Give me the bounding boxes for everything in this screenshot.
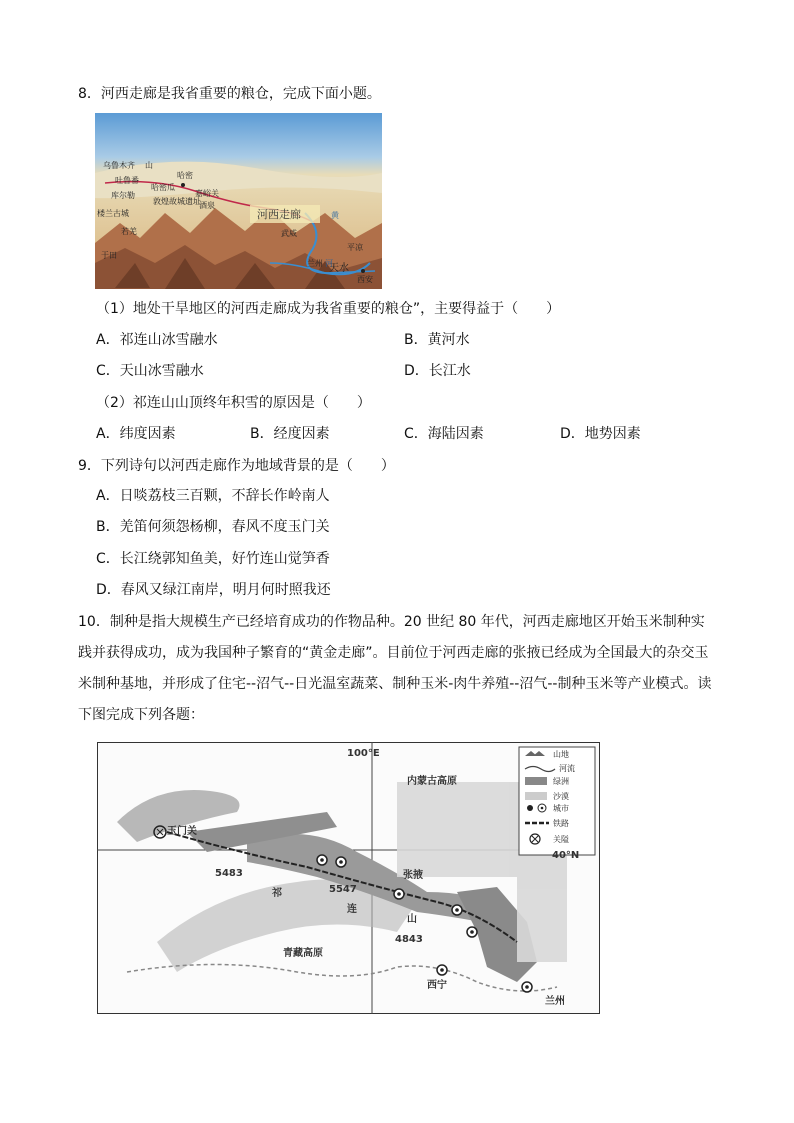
map-label: 河西走廊: [257, 208, 301, 221]
option-d[interactable]: D．长江水: [404, 363, 471, 379]
map-label: 若羌: [121, 227, 137, 236]
map-label: 哈密瓜: [151, 183, 175, 192]
legend-pass: 关隘: [553, 835, 569, 844]
option-b[interactable]: B．黄河水: [404, 332, 470, 348]
latitude-label: 40°N: [552, 850, 580, 861]
option-a[interactable]: A．纬度因素: [96, 426, 176, 442]
place-label: 兰州: [545, 996, 565, 1007]
elevation-label: 4843: [395, 934, 423, 945]
map-label: 山: [145, 161, 153, 170]
map-label: 库尔勒: [111, 191, 135, 200]
map-label: 敦煌故城遗址: [153, 197, 201, 206]
question-9-stem: 9．下列诗句以河西走廊作为地域背景的是（ ）: [78, 458, 395, 474]
legend-desert: 沙漠: [553, 792, 569, 801]
map-label: 乌鲁木齐: [103, 161, 135, 170]
map-label: 嘉峪关: [195, 189, 219, 198]
map-label: 吐鲁番: [115, 176, 139, 185]
place-label: 张掖: [403, 870, 423, 881]
hexi-map-labels: [95, 113, 382, 289]
place-label: 玉门关: [167, 826, 197, 837]
longitude-label: 100°E: [347, 748, 380, 759]
option-b[interactable]: B．经度因素: [250, 426, 330, 442]
option-d[interactable]: D．地势因素: [560, 426, 641, 442]
legend-river: 河流: [559, 764, 575, 773]
question-8-stem: 8．河西走廊是我省重要的粮仓，完成下面小题。: [78, 86, 381, 102]
question-10-stem: 10．制种是指大规模生产已经培育成功的作物品种。20 世纪 80 年代，河西走廊地区开始玉米制种实践并获得成功，成为我国种子繁育的“黄金走廊”。目前位于河西走廊的张掖已经成为全国最大的杂交玉米制种基地，并形成了住宅--沼气--日光温室蔬菜、制种玉米-肉牛养殖--沼气--制种玉米等产业模式。读下图完成下列各题：: [78, 614, 712, 723]
option-c[interactable]: C．天山冰雪融水: [96, 363, 204, 379]
option-a[interactable]: A．日啖荔枝三百颗，不辞长作岭南人: [96, 488, 330, 504]
place-label: 山: [407, 914, 417, 925]
sketch-map-labels: [97, 742, 600, 1014]
question-8-sub1-stem: （1）地处干旱地区的河西走廊成为我省重要的粮仓”，主要得益于（ ）: [96, 301, 561, 317]
legend-city: 城市: [553, 804, 569, 813]
question-8-sub2-stem: （2）祁连山山顶终年积雪的原因是（ ）: [96, 395, 371, 411]
map-label: 天水: [329, 263, 349, 274]
place-label: 连: [347, 904, 357, 915]
elevation-label: 5483: [215, 868, 243, 879]
place-label: 西宁: [427, 980, 447, 991]
option-d[interactable]: D．春风又绿江南岸，明月何时照我还: [96, 582, 331, 598]
map-label: 酒泉: [199, 201, 215, 210]
map-label: 楼兰古城: [97, 209, 129, 218]
option-c[interactable]: C．海陆因素: [404, 426, 484, 442]
place-label: 祁: [272, 888, 282, 899]
place-label: 青藏高原: [283, 948, 323, 959]
map-label: 武威: [281, 229, 297, 238]
legend-railway: 铁路: [553, 819, 569, 828]
map-label: 河: [325, 259, 333, 268]
map-label: 于田: [101, 251, 117, 260]
legend-oasis: 绿洲: [553, 777, 569, 786]
legend-mountain: 山地: [553, 750, 569, 759]
option-b[interactable]: B．羌笛何须怨杨柳，春风不度玉门关: [96, 519, 330, 535]
option-a[interactable]: A．祁连山冰雪融水: [96, 332, 218, 348]
map-label: 西安: [357, 275, 373, 284]
map-label: 平凉: [347, 243, 363, 252]
option-c[interactable]: C．长江绕郭知鱼美，好竹连山觉笋香: [96, 551, 330, 567]
place-label: 内蒙古高原: [407, 776, 457, 787]
elevation-label: 5547: [329, 884, 357, 895]
map-label: 哈密: [177, 171, 193, 180]
map-label: 黄: [331, 211, 339, 220]
map-label: 兰州: [307, 259, 323, 268]
